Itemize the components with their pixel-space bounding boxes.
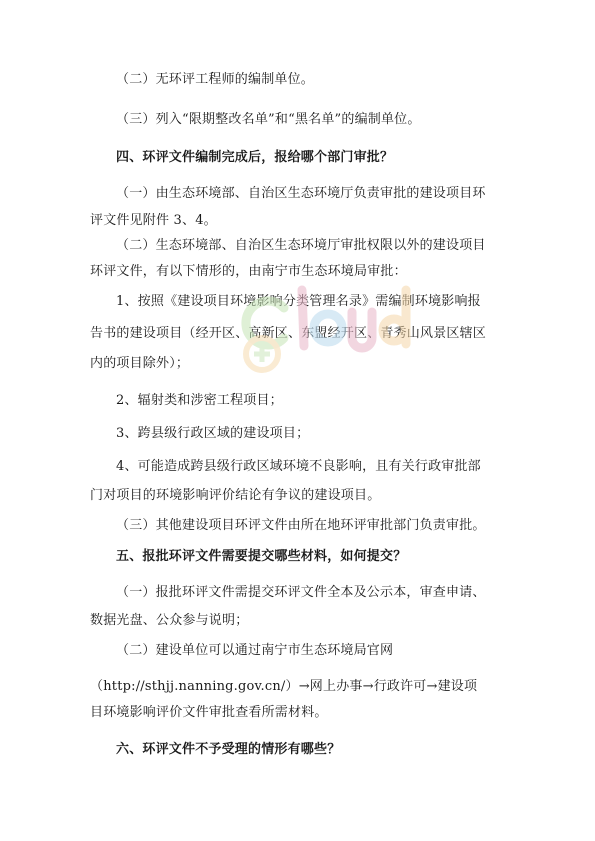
paragraph-line: （http://sthjj.nanning.gov.cn/）→网上办事→行政许可→建设项 bbox=[90, 679, 478, 694]
paragraph-line: （三）列入“限期整改名单”和“黑名单”的编制单位。 bbox=[116, 112, 421, 127]
paragraph-line: （二）建设单位可以通过南宁市生态环境局官网 bbox=[116, 643, 394, 658]
section-heading: 四、环评文件编制完成后，报给哪个部门审批？ bbox=[116, 150, 394, 165]
paragraph-line: （三）其他建设项目环评文件由所在地环评审批部门负责审批。 bbox=[116, 518, 486, 533]
paragraph-line: 目环境影响评价文件审批查看所需材料。 bbox=[90, 705, 328, 720]
paragraph-line: 门对项目的环境影响评价结论有争议的建设项目。 bbox=[90, 488, 381, 503]
section-heading: 六、环评文件不予受理的情形有哪些？ bbox=[116, 742, 341, 757]
paragraph-line: （一）报批环评文件需提交环评文件全本及公示本，审查申请、 bbox=[116, 585, 486, 600]
paragraph-line: 3、跨县级行政区域的建设项目； bbox=[116, 426, 310, 441]
paragraph-line: 1、按照《建设项目环境影响分类管理名录》需编制环境影响报 bbox=[116, 294, 481, 309]
section-heading: 五、报批环评文件需要提交哪些材料，如何提交？ bbox=[116, 549, 407, 564]
paragraph-line: 告书的建设项目（经开区、高新区、东盟经开区、青秀山风景区辖区 bbox=[90, 326, 487, 341]
paragraph-line: 内的项目除外）； bbox=[90, 356, 190, 371]
paragraph-line: （一）由生态环境部、自治区生态环境厅负责审批的建设项目环 bbox=[116, 186, 486, 201]
paragraph-line: （二）无环评工程师的编制单位。 bbox=[116, 72, 315, 87]
paragraph-line: 2、辐射类和涉密工程项目； bbox=[116, 393, 283, 408]
paragraph-line: 环评文件，有以下情形的，由南宁市生态环境局审批： bbox=[90, 264, 407, 279]
paragraph-line: 数据光盘、公众参与说明； bbox=[90, 613, 249, 628]
paragraph-line: （二）生态环境部、自治区生态环境厅审批权限以外的建设项目 bbox=[116, 238, 486, 253]
paragraph-line: 评文件见附件 3、4。 bbox=[90, 213, 217, 228]
paragraph-line: 4、可能造成跨县级行政区域环境不良影响，且有关行政审批部 bbox=[116, 459, 481, 474]
